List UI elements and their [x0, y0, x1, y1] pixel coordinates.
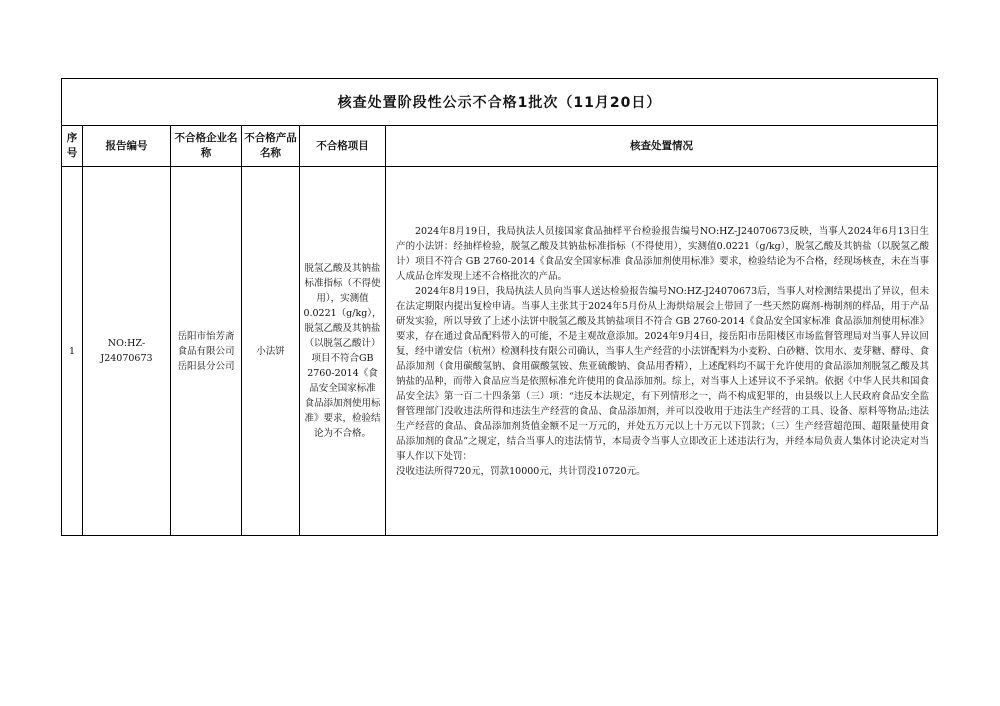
- table-row: [62, 167, 938, 536]
- handling-penalty: 没收违法所得720元，罚款10000元，共计罚没10720元。: [396, 465, 646, 477]
- handling-paragraph: 2024年8月19日，我局执法人员接国家食品抽样平台检验报告编号NO:HZ-J24070673反映，当事人2024年6月13日生产的小法饼：经抽样检验，脱氢乙酸及其钠盐标准指标（不得使用），实测值0.0221（g/kg），脱氢乙酸及其钠盐（以脱氢乙酸计）项目不符合 GB 2760-2014《食品安全国家标准 食品添加剂使用标准》要求，检验结论为不合格，经现场核查，未在当事人成品仓库发现上述不合格批次的产品。: [396, 225, 930, 282]
- header-seq: 序号: [62, 126, 83, 167]
- header-handling: 核查处置情况: [386, 126, 938, 167]
- header-company: 不合格企业名称: [171, 126, 242, 167]
- handling-paragraph: 2024年8月19日，我局执法人员向当事人送达检验报告编号NO:HZ-J24070673后，当事人对检测结果提出了异议，但未在法定期限内提出复检申请。当事人主张其于2024年5月份从上海烘焙展会上带回了一些天然防腐剂-梅制剂的样品，用于产品研发实验，所以导致了上述小法饼中脱氢乙酸及其钠盐项目不符合 GB 2760-2014《食品安全国家标准 食品添加剂使用标准》要求，存在通过食品配料带入的可能，不是主观故意添加。2024年9月4日，接岳阳市岳阳楼区市场监督管理局对当事人异议回复，经中谱安信（杭州）检测科技有限公司确认，当事人生产经营的小法饼配料为小麦粉、白砂糖、饮用水、麦芽糖、酵母、食品添加剂（食用碳酸氢钠、食用碳酸氢铵、焦亚硫酸钠、食品用香精），上述配料均不属于允许使用的食品添加剂脱氢乙酸及其钠盐的品种，而带入食品应当是依照标准允许使用的食品添加剂。综上，对当事人上述异议不予采纳。依据《中华人民共和国食品安全法》第一百二十四条第（三）项：“违反本法规定，有下列情形之一，尚不构成犯罪的，由县级以上人民政府食品安全监督管理部门没收违法所得和违法生产经营的食品、食品添加剂，并可以没收用于违法生产经营的工具、设备、原料等物品;违法生产经营的食品、食品添加剂货值金额不足一万元的，并处五万元以上十万元以下罚款；（三）生产经营超范围、超限量使用食品添加剂的食品”之规定，结合当事人的违法情节，本局责令当事人立即改正上述违法行为，并经本局负责人集体讨论决定对当事人作以下处罚：: [396, 285, 930, 462]
- cell-handling: [386, 167, 938, 536]
- cell-item: 脱氢乙酸及其钠盐标准指标（不得使用），实测值0.0221（g/kg），脱氢乙酸及其钠盐（以脱氢乙酸计）项目不符合GB 2760-2014《食品安全国家标准 食品添加剂使用标准》要求，检验结论为不合格。: [300, 167, 386, 536]
- header-report-no: 报告编号: [83, 126, 171, 167]
- header-item: 不合格项目: [300, 126, 386, 167]
- table-title: 核查处置阶段性公示不合格1批次（11月20日）: [62, 79, 938, 126]
- header-product: 不合格产品名称: [242, 126, 300, 167]
- cell-seq: 1: [62, 167, 83, 536]
- cell-report-no: NO:HZ-J24070673: [83, 167, 171, 536]
- announcement-table: [61, 78, 938, 536]
- cell-product: 小法饼: [242, 167, 300, 536]
- cell-company: 岳阳市怡芳斋食品有限公司岳阳县分公司: [171, 167, 242, 536]
